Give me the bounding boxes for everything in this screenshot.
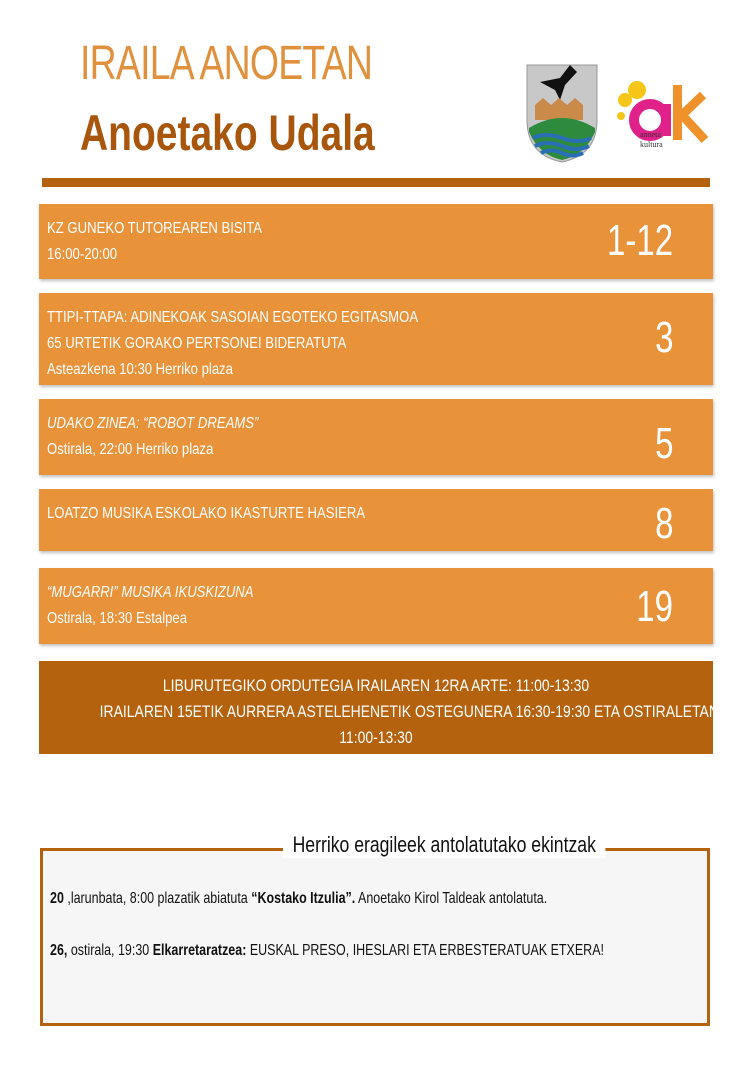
logos bbox=[525, 60, 725, 170]
local-event: 20 ,larunbata, 8:00 plazatik abiatuta “Kostako Itzulia”. Anoetako Kirol Taldeak antolatuta. bbox=[50, 890, 548, 907]
notice-line: LIBURUTEGIKO ORDUTEGIA IRAILAREN 12RA ARTE: 11:00-13:30 bbox=[162, 676, 590, 695]
event-title: “MUGARRI” MUSIKA IKUSKIZUNA bbox=[47, 584, 254, 601]
event-card bbox=[39, 204, 713, 279]
notice-line: IRAILAREN 15ETIK AURRERA ASTELEHENETIK OSTEGUNERA 16:30-19:30 ETA OSTIRALETAN bbox=[99, 702, 719, 721]
event-card bbox=[39, 489, 713, 551]
library-hours-notice bbox=[39, 661, 719, 754]
page-subtitle: Anoetako Udala bbox=[80, 105, 375, 161]
event-title: TTIPI-TTAPA: ADINEKOAK SASOIAN EGOTEKO EGITASMOA bbox=[47, 309, 419, 326]
anoeta-kultura-logo bbox=[617, 81, 705, 149]
event-title: KZ GUNEKO TUTOREAREN BISITA bbox=[47, 220, 263, 237]
event-title: UDAKO ZINEA: “ROBOT DREAMS” bbox=[47, 415, 259, 432]
page-title: IRAILA ANOETAN bbox=[80, 37, 373, 90]
event-day: 8 bbox=[654, 499, 673, 548]
event-card bbox=[39, 399, 713, 475]
svg-text:kultura: kultura bbox=[640, 140, 663, 149]
svg-text:anoeta: anoeta bbox=[640, 130, 661, 139]
local-events-title: Herriko eragileek antolatutako ekintzak bbox=[283, 832, 605, 858]
event-card bbox=[39, 568, 713, 644]
event-card bbox=[39, 293, 713, 385]
event-title: LOATZO MUSIKA ESKOLAKO IKASTURTE HASIERA bbox=[47, 505, 366, 522]
event-time: 16:00-20:00 bbox=[47, 246, 118, 263]
coat-of-arms-logo bbox=[527, 65, 597, 162]
event-time: Ostirala, 18:30 Estalpea bbox=[47, 610, 188, 627]
header-divider bbox=[42, 178, 710, 187]
event-time: Ostirala, 22:00 Herriko plaza bbox=[47, 441, 214, 458]
event-day: 5 bbox=[654, 419, 673, 468]
event-subtitle: 65 URTETIK GORAKO PERTSONEI BIDERATUTA bbox=[47, 335, 347, 352]
event-day: 19 bbox=[636, 582, 673, 631]
event-day: 1-12 bbox=[606, 216, 673, 265]
local-event: 26, ostirala, 19:30 Elkarretaratzea: EUSKAL PRESO, IHESLARI ETA ERBESTERATUAK ETXERA! bbox=[50, 942, 604, 959]
notice-line: 11:00-13:30 bbox=[339, 728, 413, 747]
local-events-box bbox=[40, 848, 710, 1026]
event-time: Asteazkena 10:30 Herriko plaza bbox=[47, 361, 233, 378]
event-day: 3 bbox=[654, 313, 673, 362]
